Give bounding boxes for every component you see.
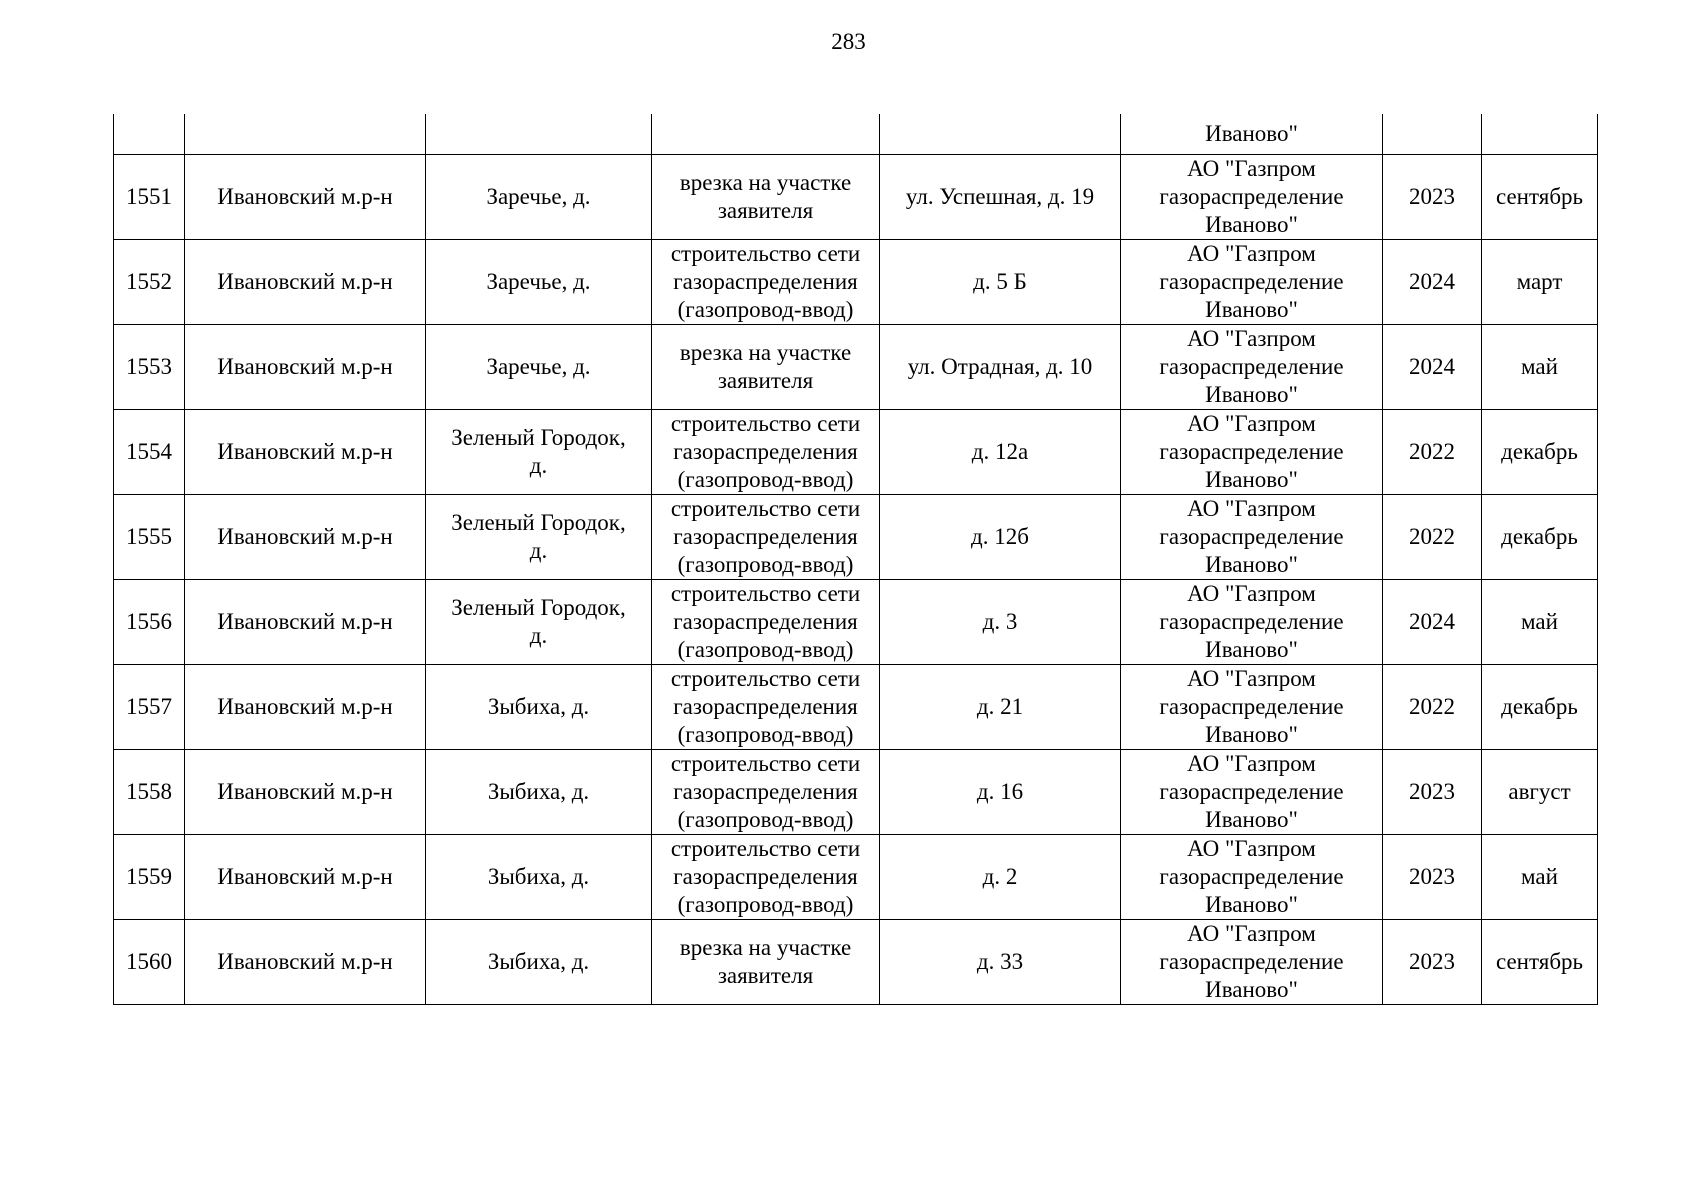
table-row bbox=[114, 579, 1598, 664]
month-cell: декабрь bbox=[1482, 664, 1598, 749]
settlement-cell: Зеленый Городок, д. bbox=[426, 494, 652, 579]
table-row bbox=[114, 834, 1598, 919]
work-type-cell: строительство сети газораспределения (газопровод-ввод) bbox=[652, 749, 880, 834]
district-cell: Ивановский м.р-н bbox=[185, 494, 426, 579]
organization-cell: АО "Газпром газораспределение Иваново" bbox=[1121, 154, 1383, 239]
settlement-cell: Зыбиха, д. bbox=[426, 749, 652, 834]
row-number-cell: 1556 bbox=[114, 579, 185, 664]
year-cell bbox=[1383, 114, 1482, 154]
table-row bbox=[114, 324, 1598, 409]
table-row-continuation bbox=[114, 114, 1598, 154]
table-row bbox=[114, 239, 1598, 324]
address-cell: ул. Отрадная, д. 10 bbox=[880, 324, 1121, 409]
settlement-cell: Зеленый Городок, д. bbox=[426, 579, 652, 664]
year-cell: 2022 bbox=[1383, 409, 1482, 494]
table-row bbox=[114, 494, 1598, 579]
row-number-cell: 1553 bbox=[114, 324, 185, 409]
organization-cell: АО "Газпром газораспределение Иваново" bbox=[1121, 664, 1383, 749]
table-row bbox=[114, 919, 1598, 1004]
district-cell: Ивановский м.р-н bbox=[185, 834, 426, 919]
year-cell: 2024 bbox=[1383, 239, 1482, 324]
table-row bbox=[114, 664, 1598, 749]
district-cell: Ивановский м.р-н bbox=[185, 324, 426, 409]
year-cell: 2023 bbox=[1383, 749, 1482, 834]
table-row bbox=[114, 409, 1598, 494]
month-cell: декабрь bbox=[1482, 409, 1598, 494]
row-number-cell: 1557 bbox=[114, 664, 185, 749]
address-cell: д. 16 bbox=[880, 749, 1121, 834]
month-cell: май bbox=[1482, 579, 1598, 664]
settlement-cell: Заречье, д. bbox=[426, 154, 652, 239]
address-cell: д. 3 bbox=[880, 579, 1121, 664]
row-number-cell: 1560 bbox=[114, 919, 185, 1004]
settlement-cell: Зыбиха, д. bbox=[426, 919, 652, 1004]
year-cell: 2022 bbox=[1383, 664, 1482, 749]
year-cell: 2024 bbox=[1383, 579, 1482, 664]
address-cell: д. 5 Б bbox=[880, 239, 1121, 324]
district-cell: Ивановский м.р-н bbox=[185, 749, 426, 834]
settlement-cell: Зыбиха, д. bbox=[426, 834, 652, 919]
page-number: 283 bbox=[831, 29, 866, 54]
settlement-cell: Заречье, д. bbox=[426, 324, 652, 409]
year-cell: 2023 bbox=[1383, 154, 1482, 239]
month-cell: сентябрь bbox=[1482, 919, 1598, 1004]
month-cell: март bbox=[1482, 239, 1598, 324]
work-type-cell: строительство сети газораспределения (газопровод-ввод) bbox=[652, 664, 880, 749]
address-cell bbox=[880, 114, 1121, 154]
work-type-cell: строительство сети газораспределения (газопровод-ввод) bbox=[652, 239, 880, 324]
month-cell: май bbox=[1482, 834, 1598, 919]
district-cell: Ивановский м.р-н bbox=[185, 239, 426, 324]
address-cell: д. 2 bbox=[880, 834, 1121, 919]
row-number-cell: 1552 bbox=[114, 239, 185, 324]
table-row bbox=[114, 749, 1598, 834]
settlement-cell bbox=[426, 114, 652, 154]
row-number-cell: 1555 bbox=[114, 494, 185, 579]
address-cell: д. 21 bbox=[880, 664, 1121, 749]
settlement-cell: Зеленый Городок, д. bbox=[426, 409, 652, 494]
month-cell: декабрь bbox=[1482, 494, 1598, 579]
row-number-cell bbox=[114, 114, 185, 154]
organization-cell: АО "Газпром газораспределение Иваново" bbox=[1121, 494, 1383, 579]
organization-cell: АО "Газпром газораспределение Иваново" bbox=[1121, 919, 1383, 1004]
work-type-cell: врезка на участке заявителя bbox=[652, 154, 880, 239]
work-type-cell bbox=[652, 114, 880, 154]
year-cell: 2023 bbox=[1383, 834, 1482, 919]
address-cell: д. 12а bbox=[880, 409, 1121, 494]
year-cell: 2023 bbox=[1383, 919, 1482, 1004]
month-cell: май bbox=[1482, 324, 1598, 409]
work-type-cell: строительство сети газораспределения (газопровод-ввод) bbox=[652, 494, 880, 579]
district-cell: Ивановский м.р-н bbox=[185, 409, 426, 494]
organization-cell: АО "Газпром газораспределение Иваново" bbox=[1121, 579, 1383, 664]
organization-cell: АО "Газпром газораспределение Иваново" bbox=[1121, 409, 1383, 494]
settlement-cell: Заречье, д. bbox=[426, 239, 652, 324]
row-number-cell: 1554 bbox=[114, 409, 185, 494]
month-cell: август bbox=[1482, 749, 1598, 834]
year-cell: 2024 bbox=[1383, 324, 1482, 409]
month-cell: сентябрь bbox=[1482, 154, 1598, 239]
table-row bbox=[114, 154, 1598, 239]
organization-cell: АО "Газпром газораспределение Иваново" bbox=[1121, 239, 1383, 324]
work-type-cell: строительство сети газораспределения (газопровод-ввод) bbox=[652, 834, 880, 919]
gas-connection-table bbox=[113, 114, 1598, 1005]
work-type-cell: строительство сети газораспределения (газопровод-ввод) bbox=[652, 579, 880, 664]
work-type-cell: врезка на участке заявителя bbox=[652, 324, 880, 409]
address-cell: д. 33 bbox=[880, 919, 1121, 1004]
address-cell: ул. Успешная, д. 19 bbox=[880, 154, 1121, 239]
district-cell bbox=[185, 114, 426, 154]
district-cell: Ивановский м.р-н bbox=[185, 919, 426, 1004]
row-number-cell: 1551 bbox=[114, 154, 185, 239]
settlement-cell: Зыбиха, д. bbox=[426, 664, 652, 749]
work-type-cell: врезка на участке заявителя bbox=[652, 919, 880, 1004]
row-number-cell: 1558 bbox=[114, 749, 185, 834]
organization-cell: АО "Газпром газораспределение Иваново" bbox=[1121, 324, 1383, 409]
work-type-cell: строительство сети газораспределения (газопровод-ввод) bbox=[652, 409, 880, 494]
table-body bbox=[114, 114, 1598, 1004]
month-cell bbox=[1482, 114, 1598, 154]
year-cell: 2022 bbox=[1383, 494, 1482, 579]
organization-cell: АО "Газпром газораспределение Иваново" bbox=[1121, 834, 1383, 919]
row-number-cell: 1559 bbox=[114, 834, 185, 919]
organization-cell: АО "Газпром газораспределение Иваново" bbox=[1121, 749, 1383, 834]
district-cell: Ивановский м.р-н bbox=[185, 664, 426, 749]
district-cell: Ивановский м.р-н bbox=[185, 579, 426, 664]
organization-cell: Иваново" bbox=[1121, 114, 1383, 154]
district-cell: Ивановский м.р-н bbox=[185, 154, 426, 239]
address-cell: д. 12б bbox=[880, 494, 1121, 579]
